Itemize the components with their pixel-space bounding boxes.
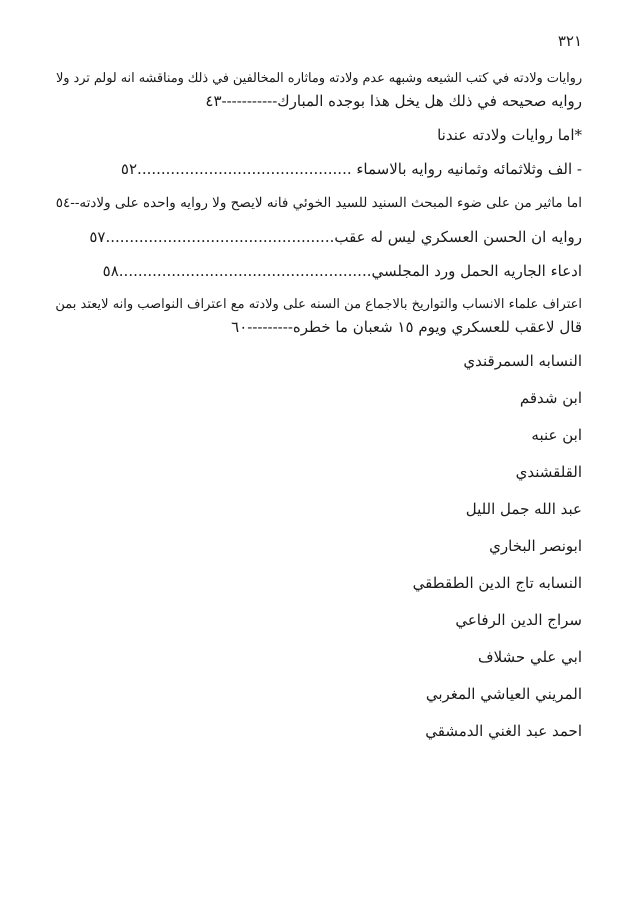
page-number: ٣٢١ — [557, 32, 582, 50]
list-item: النسابه تاج الدين الطقطقي — [412, 574, 582, 592]
list-item: ابي علي حشلاف — [478, 648, 582, 666]
genealogists-line-2: قال لاعقب للعسكري ويوم ١٥ شعبان ما خطره---------٦٠ — [231, 318, 582, 336]
toc-entry-4: ادعاء الجاريه الحمل ورد المجلسي.....................................................٥٨ — [102, 262, 582, 280]
section-heading: *اما روايات ولادته عندنا — [437, 126, 582, 144]
intro-paragraph — [52, 68, 582, 112]
list-item: القلقشندي — [515, 463, 582, 481]
list-item: احمد عبد الغني الدمشقي — [425, 722, 582, 740]
list-item: ابن عنبه — [531, 426, 582, 444]
list-item: ابونصر البخاري — [489, 537, 582, 555]
page-content — [52, 68, 582, 757]
toc-entry-1: - الف وثلاثمائه وثمانيه روايه بالاسماء .............................................٥٢ — [120, 160, 582, 178]
list-item: سراج الدين الرفاعي — [455, 611, 582, 629]
list-item: النسابه السمرقندي — [463, 352, 582, 370]
genealogists-line-1: اعتراف علماء الانساب والتواريخ بالاجماع من السنه على ولادته مع اعتراف النواصب وانه لايعتد بمن — [55, 297, 582, 312]
toc-entry-3: روايه ان الحسن العسكري ليس له عقب................................................٥٧ — [89, 228, 582, 246]
list-item: عبد الله جمل الليل — [465, 500, 582, 518]
list-item: ابن شدقم — [519, 389, 582, 407]
intro-line-2: روايه صحيحه في ذلك هل يخل هذا بوجده المبارك-----------٤٣ — [205, 92, 582, 110]
list-item: المريني العياشي المغربي — [425, 685, 582, 703]
genealogist-names-list — [52, 350, 582, 742]
intro-line-1: روايات ولادته في كتب الشيعه وشبهه عدم ولادته وماثاره المخالفين في ذلك ومناقشه انه لولم ترد ولا — [56, 71, 582, 86]
toc-entry-2: اما ماثير من على ضوء المبحث السنيد للسيد الخوئي فانه لايصح ولا روايه واحده على ولادته--٥٤ — [55, 195, 582, 211]
genealogists-paragraph — [52, 294, 582, 338]
